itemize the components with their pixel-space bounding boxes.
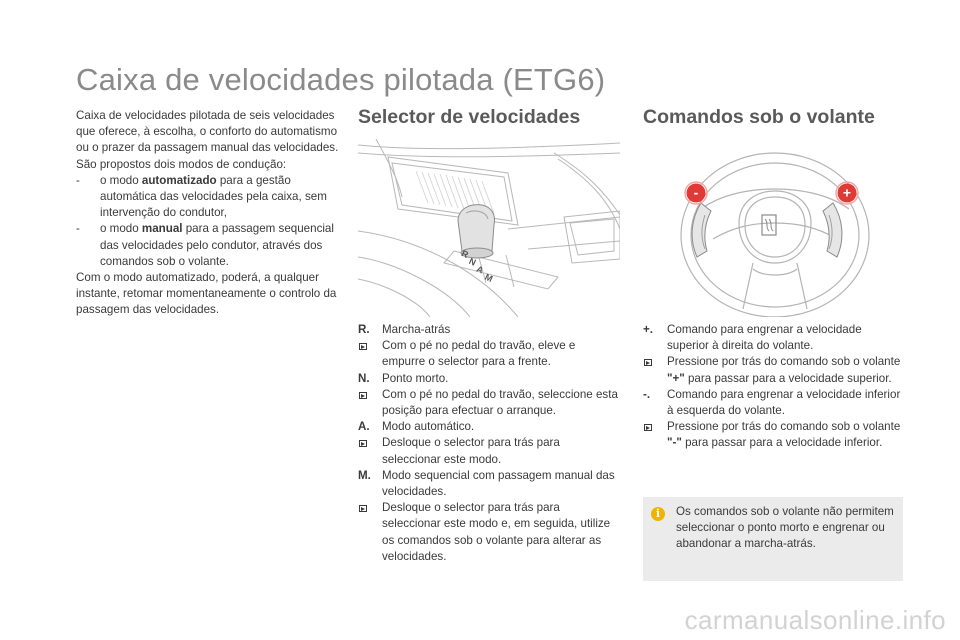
wheel-definitions	[643, 322, 905, 452]
mode-automatic-item: - o modo automatizado para a gestão automática das velocidades pela caixa, sem intervenção do condutor,	[76, 173, 327, 220]
intro-column	[76, 108, 342, 319]
minus-symbol: -	[693, 184, 699, 201]
selector-definitions	[358, 322, 620, 565]
step-a: Desloque o selector para trás para seleccionar este modo.	[358, 435, 620, 467]
step-minus: Pressione por trás do comando sob o volante "-" para passar para a velocidade inferior.	[643, 419, 905, 451]
mode-manual-item: - o modo manual para a passagem sequencial das velocidades pelo condutor, através dos comandos sob o volante.	[76, 222, 334, 268]
definition-a: A. Modo automático.	[358, 420, 475, 434]
gate-letter-m: M	[483, 271, 495, 284]
page-title: Caixa de velocidades pilotada (ETG6)	[76, 62, 606, 97]
arrow-checkbox-icon	[359, 392, 367, 399]
list-dash: -	[76, 222, 80, 236]
list-dash: -	[76, 173, 80, 187]
steering-wheel-drawing	[643, 139, 905, 317]
intro-paragraph: Caixa de velocidades pilotada de seis velocidades que oferece, à escolha, o conforto do automatismo ou o prazer da passagem manual das velocidades.	[76, 109, 339, 155]
plus-paddle-button	[836, 182, 858, 204]
info-icon: i	[651, 507, 665, 521]
info-box	[643, 497, 903, 581]
info-text: Os comandos sob o volante não permitem seleccionar o ponto morto e engrenar ou abandonar a marcha-atrás.	[676, 505, 894, 551]
selector-heading: Selector de velocidades	[358, 106, 581, 128]
gate-letter-a: A	[474, 263, 485, 276]
definition-m: M. Modo sequencial com passagem manual das velocidades.	[358, 468, 615, 499]
arrow-checkbox-icon	[644, 424, 652, 431]
arrow-checkbox-icon	[359, 343, 367, 350]
gear-selector-illustration	[358, 139, 620, 317]
arrow-checkbox-icon	[359, 440, 367, 447]
brand-logo-icon	[762, 215, 776, 235]
definition-minus: -. Comando para engrenar a velocidade inferior à esquerda do volante.	[643, 387, 901, 418]
definition-r: R. Marcha-atrás	[358, 323, 451, 336]
gate-letter-r: R	[459, 248, 470, 260]
intro-closing-paragraph: Com o modo automatizado, poderá, a qualquer instante, retomar momentaneamente o controlo da passagem das velocidades.	[76, 271, 337, 317]
gear-selector-drawing	[358, 139, 620, 317]
definition-plus: +. Comando para engrenar a velocidade superior à direita do volante.	[643, 323, 862, 353]
arrow-checkbox-icon	[359, 505, 367, 512]
arrow-checkbox-icon	[644, 359, 652, 366]
step-n: Com o pé no pedal do travão, seleccione esta posição para efectuar o arranque.	[358, 387, 620, 419]
plus-symbol: +	[842, 184, 852, 201]
gate-letter-n: N	[467, 255, 478, 268]
step-m: Desloque o selector para trás para seleccionar este modo e, em seguida, utilize os comandos sob o volante para alterar as velocidades.	[358, 500, 620, 565]
definition-n: N. Ponto morto.	[358, 371, 449, 385]
step-r: Com o pé no pedal do travão, eleve e empurre o selector para a frente.	[358, 338, 620, 370]
minus-paddle-button	[685, 182, 707, 204]
mode-automatic-term: automatizado	[141, 173, 217, 187]
intro-modes-lead: São propostos dois modos de condução:	[76, 157, 287, 171]
watermark: carmanualsonline.info	[684, 605, 946, 635]
step-plus: Pressione por trás do comando sob o volante "+" para passar para a velocidade superior.	[643, 354, 905, 386]
mode-manual-term: manual	[141, 222, 183, 236]
left-paddle	[692, 203, 711, 257]
right-paddle	[823, 203, 842, 257]
steering-wheel-illustration	[643, 139, 905, 317]
wheel-heading: Comandos sob o volante	[643, 106, 875, 128]
